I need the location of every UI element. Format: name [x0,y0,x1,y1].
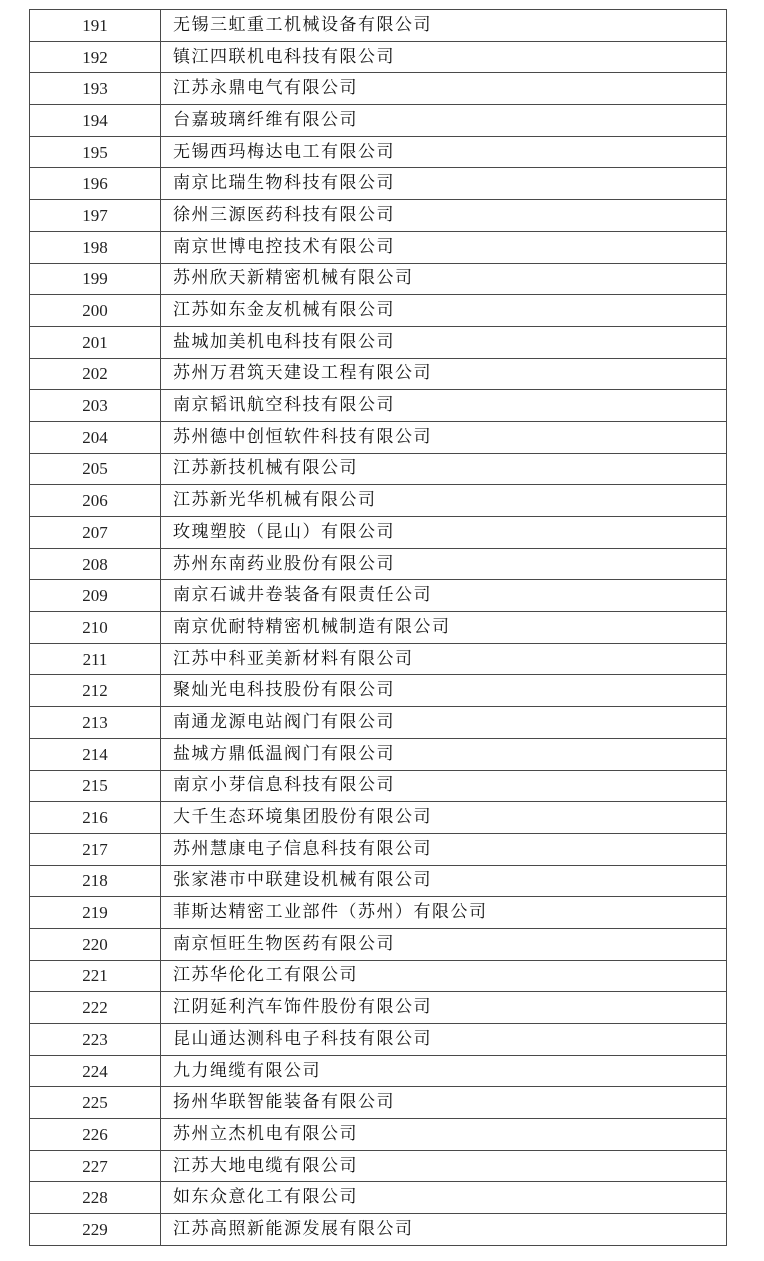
table-row [30,770,727,802]
company-name-cell: 盐城方鼎低温阀门有限公司 [161,738,727,770]
company-name-cell: 南京世博电控技术有限公司 [161,231,727,263]
table-row [30,992,727,1024]
table-row [30,231,727,263]
table-row [30,738,727,770]
table-row [30,897,727,929]
table-row [30,168,727,200]
row-number-cell: 216 [30,802,161,834]
table-row [30,1024,727,1056]
company-name-cell: 苏州东南药业股份有限公司 [161,548,727,580]
company-name-cell: 苏州立杰机电有限公司 [161,1119,727,1151]
row-number-cell: 211 [30,643,161,675]
company-name-cell: 徐州三源医药科技有限公司 [161,200,727,232]
row-number-cell: 229 [30,1214,161,1246]
company-name-cell: 九力绳缆有限公司 [161,1055,727,1087]
company-name-cell: 无锡三虹重工机械设备有限公司 [161,10,727,42]
row-number-cell: 219 [30,897,161,929]
row-number-cell: 209 [30,580,161,612]
table-row [30,485,727,517]
table-row [30,41,727,73]
row-number-cell: 191 [30,10,161,42]
company-name-cell: 张家港市中联建设机械有限公司 [161,865,727,897]
row-number-cell: 226 [30,1119,161,1151]
company-name-cell: 苏州慧康电子信息科技有限公司 [161,833,727,865]
table-row [30,1119,727,1151]
row-number-cell: 204 [30,421,161,453]
row-number-cell: 218 [30,865,161,897]
table-row [30,960,727,992]
company-name-cell: 苏州欣天新精密机械有限公司 [161,263,727,295]
company-name-cell: 南京恒旺生物医药有限公司 [161,928,727,960]
table-row [30,643,727,675]
row-number-cell: 212 [30,675,161,707]
document-sheet [29,9,726,1246]
table-row [30,802,727,834]
row-number-cell: 214 [30,738,161,770]
table-row [30,1055,727,1087]
table-row [30,865,727,897]
table-row [30,136,727,168]
company-name-cell: 江苏高照新能源发展有限公司 [161,1214,727,1246]
table-row [30,1150,727,1182]
company-name-cell: 江苏华伦化工有限公司 [161,960,727,992]
table-row [30,10,727,42]
row-number-cell: 196 [30,168,161,200]
row-number-cell: 203 [30,390,161,422]
company-name-cell: 如东众意化工有限公司 [161,1182,727,1214]
company-name-cell: 扬州华联智能装备有限公司 [161,1087,727,1119]
table-row [30,517,727,549]
company-name-cell: 江阴延利汽车饰件股份有限公司 [161,992,727,1024]
company-name-cell: 玫瑰塑胶（昆山）有限公司 [161,517,727,549]
company-name-cell: 盐城加美机电科技有限公司 [161,326,727,358]
company-list-table [29,9,727,1246]
company-name-cell: 南通龙源电站阀门有限公司 [161,707,727,739]
company-name-cell: 台嘉玻璃纤维有限公司 [161,105,727,137]
table-row [30,928,727,960]
row-number-cell: 200 [30,295,161,327]
table-row [30,612,727,644]
row-number-cell: 193 [30,73,161,105]
row-number-cell: 206 [30,485,161,517]
row-number-cell: 205 [30,453,161,485]
table-row [30,707,727,739]
row-number-cell: 213 [30,707,161,739]
company-name-cell: 菲斯达精密工业部件（苏州）有限公司 [161,897,727,929]
row-number-cell: 197 [30,200,161,232]
row-number-cell: 220 [30,928,161,960]
company-name-cell: 南京韬讯航空科技有限公司 [161,390,727,422]
row-number-cell: 202 [30,358,161,390]
table-row [30,326,727,358]
table-row [30,263,727,295]
company-name-cell: 南京比瑞生物科技有限公司 [161,168,727,200]
row-number-cell: 201 [30,326,161,358]
company-name-cell: 南京小芽信息科技有限公司 [161,770,727,802]
row-number-cell: 227 [30,1150,161,1182]
row-number-cell: 217 [30,833,161,865]
row-number-cell: 208 [30,548,161,580]
row-number-cell: 199 [30,263,161,295]
row-number-cell: 192 [30,41,161,73]
table-row [30,548,727,580]
row-number-cell: 224 [30,1055,161,1087]
row-number-cell: 223 [30,1024,161,1056]
table-row [30,421,727,453]
table-row [30,73,727,105]
row-number-cell: 198 [30,231,161,263]
table-row [30,675,727,707]
table-row [30,1087,727,1119]
row-number-cell: 228 [30,1182,161,1214]
row-number-cell: 225 [30,1087,161,1119]
company-name-cell: 江苏永鼎电气有限公司 [161,73,727,105]
table-row [30,833,727,865]
company-name-cell: 江苏大地电缆有限公司 [161,1150,727,1182]
table-row [30,1182,727,1214]
table-row [30,295,727,327]
table-row [30,105,727,137]
company-name-cell: 聚灿光电科技股份有限公司 [161,675,727,707]
row-number-cell: 210 [30,612,161,644]
company-name-cell: 无锡西玛梅达电工有限公司 [161,136,727,168]
company-name-cell: 南京石诚井卷装备有限责任公司 [161,580,727,612]
company-name-cell: 江苏如东金友机械有限公司 [161,295,727,327]
table-row [30,453,727,485]
table-row [30,580,727,612]
company-name-cell: 江苏中科亚美新材料有限公司 [161,643,727,675]
table-row [30,358,727,390]
table-row [30,390,727,422]
row-number-cell: 194 [30,105,161,137]
company-name-cell: 江苏新技机械有限公司 [161,453,727,485]
table-body [30,10,727,1246]
row-number-cell: 195 [30,136,161,168]
row-number-cell: 207 [30,517,161,549]
row-number-cell: 221 [30,960,161,992]
company-name-cell: 苏州德中创恒软件科技有限公司 [161,421,727,453]
company-name-cell: 昆山通达测科电子科技有限公司 [161,1024,727,1056]
company-name-cell: 江苏新光华机械有限公司 [161,485,727,517]
company-name-cell: 苏州万君筑天建设工程有限公司 [161,358,727,390]
company-name-cell: 南京优耐特精密机械制造有限公司 [161,612,727,644]
company-name-cell: 镇江四联机电科技有限公司 [161,41,727,73]
row-number-cell: 222 [30,992,161,1024]
table-row [30,1214,727,1246]
row-number-cell: 215 [30,770,161,802]
table-row [30,200,727,232]
company-name-cell: 大千生态环境集团股份有限公司 [161,802,727,834]
